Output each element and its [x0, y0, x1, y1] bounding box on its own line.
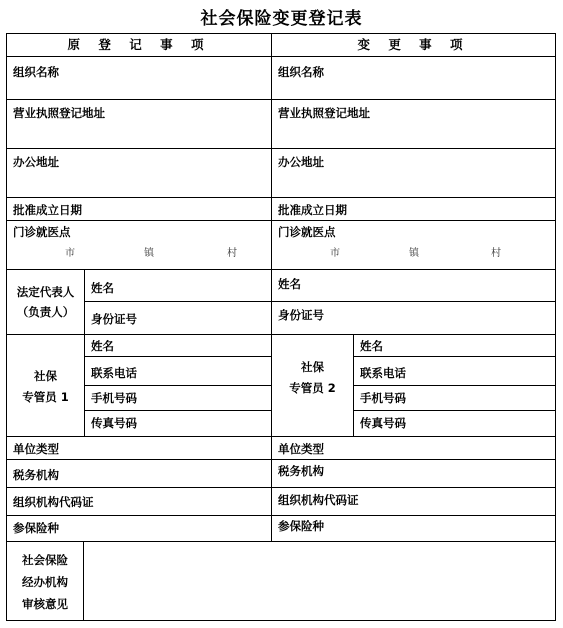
office-address-label-new: 办公地址: [278, 155, 324, 169]
approval-date-label: 批准成立日期: [13, 203, 82, 217]
village-label-new: 村: [491, 248, 501, 259]
header-changed: 变 更 事 项: [357, 37, 470, 52]
approval-date-label-new: 批准成立日期: [278, 203, 347, 217]
mgr2-phone-label: 联系电话: [360, 366, 406, 380]
mgr1-fax-label: 传真号码: [91, 416, 137, 430]
tax-authority-label: 税务机构: [13, 468, 59, 482]
insurance-type-label: 参保险种: [13, 521, 59, 535]
license-address-label-new: 营业执照登记地址: [278, 106, 370, 120]
org-code-label-new: 组织机构代码证: [278, 493, 359, 507]
ss-manager1-label: 社保: [34, 369, 57, 383]
header-original: 原 登 记 事 项: [67, 37, 211, 52]
city-label-new: 市: [330, 248, 340, 259]
legal-rep-name-label-new: 姓名: [278, 277, 301, 291]
review-label-line2: 经办机构: [22, 575, 68, 589]
ss-manager1-sub-label: 专管员 1: [22, 390, 69, 404]
clinic-label: 门诊就医点: [13, 225, 71, 239]
org-name-label-new: 组织名称: [278, 65, 324, 79]
clinic-label-new: 门诊就医点: [278, 225, 336, 239]
legal-rep-label: 法定代表人: [16, 285, 75, 299]
review-label-line3: 审核意见: [22, 597, 68, 611]
unit-type-label: 单位类型: [13, 442, 59, 456]
mgr2-name-label: 姓名: [360, 339, 383, 353]
org-name-label: 组织名称: [13, 65, 59, 79]
legal-rep-name-label: 姓名: [91, 281, 114, 295]
org-code-label: 组织机构代码证: [13, 495, 94, 509]
city-label: 市: [65, 248, 75, 259]
village-label: 村: [227, 248, 237, 259]
mgr2-mobile-label: 手机号码: [360, 391, 406, 405]
mgr1-phone-label: 联系电话: [91, 366, 137, 380]
form-title: 社会保险变更登记表: [200, 9, 363, 29]
unit-type-label-new: 单位类型: [278, 442, 324, 456]
mgr1-name-label: 姓名: [91, 339, 114, 353]
legal-rep-id-label-new: 身份证号: [278, 308, 324, 322]
office-address-label: 办公地址: [13, 155, 59, 169]
ss-manager2-label: 社保: [301, 360, 324, 374]
legal-rep-sub-label: （负责人）: [16, 305, 75, 319]
review-label-line1: 社会保险: [22, 553, 68, 567]
tax-authority-label-new: 税务机构: [278, 464, 324, 478]
legal-rep-id-label: 身份证号: [91, 312, 137, 326]
license-address-label: 营业执照登记地址: [13, 106, 105, 120]
town-label-new: 镇: [409, 248, 419, 259]
mgr1-mobile-label: 手机号码: [91, 391, 137, 405]
mgr2-fax-label: 传真号码: [360, 416, 406, 430]
town-label: 镇: [144, 248, 154, 259]
insurance-type-label-new: 参保险种: [278, 519, 324, 533]
ss-manager2-sub-label: 专管员 2: [289, 381, 336, 395]
